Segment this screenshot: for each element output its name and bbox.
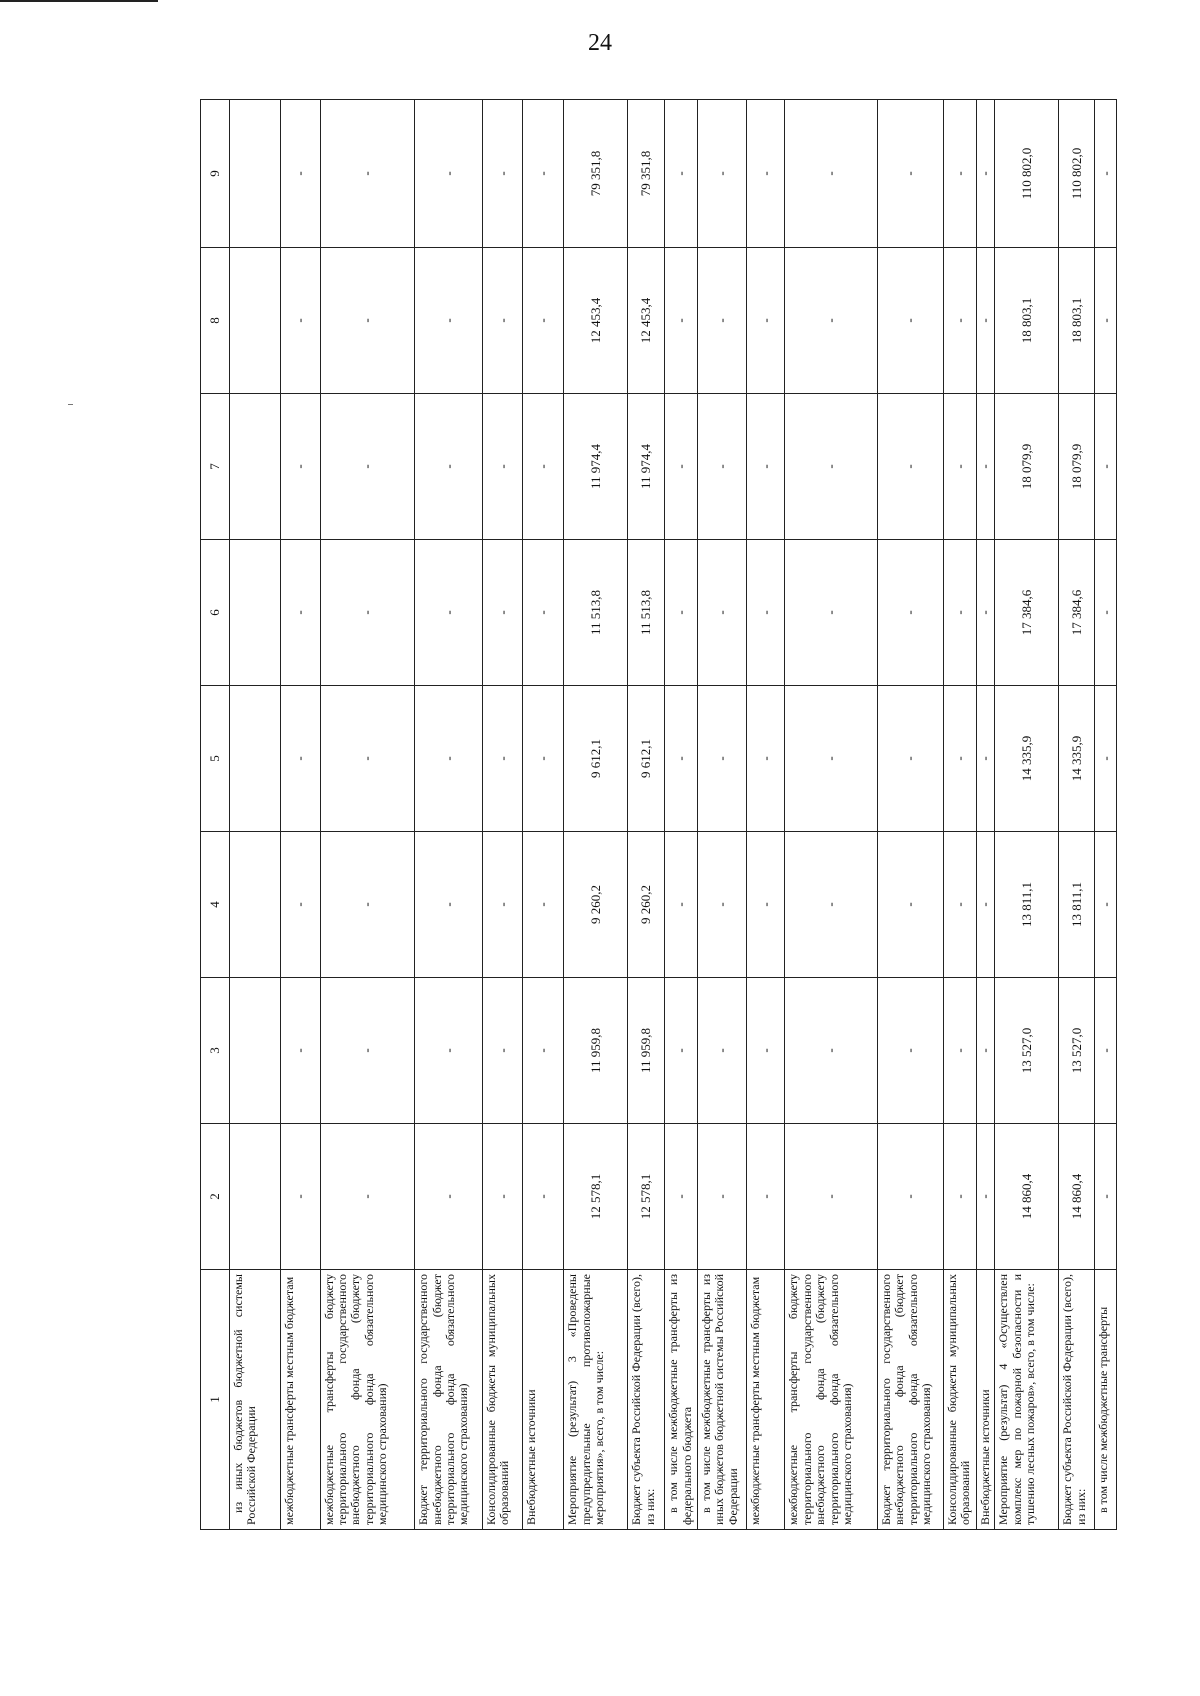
- row-label: Бюджет территориального государственного внебюджетного фонда (бюджет территориального фонда обязательного медицинского страхования): [415, 1270, 483, 1530]
- value-cell: -: [877, 100, 943, 248]
- column-header-8: 8: [201, 248, 230, 394]
- value-cell: -: [877, 394, 943, 540]
- value-cell: 18 079,9: [1059, 394, 1095, 540]
- table-body: [230, 100, 1117, 1530]
- value-cell: 110 802,0: [1059, 100, 1095, 248]
- value-cell: -: [1095, 540, 1117, 686]
- column-header-4: 4: [201, 832, 230, 978]
- value-cell: -: [785, 100, 878, 248]
- value-cell: 13 811,1: [995, 832, 1059, 978]
- value-cell: -: [1095, 978, 1117, 1124]
- value-cell: -: [697, 540, 746, 686]
- value-cell: -: [697, 686, 746, 832]
- row-label: межбюджетные трансферты бюджету территориального государственного внебюджетного фонда (бюджету территориального фонда обязательного медицинского страхования): [785, 1270, 878, 1530]
- value-cell: -: [281, 832, 320, 978]
- value-cell: -: [877, 248, 943, 394]
- value-cell: -: [281, 1124, 320, 1270]
- value-cell: -: [747, 394, 785, 540]
- value-cell: -: [976, 978, 995, 1124]
- value-cell: -: [665, 978, 698, 1124]
- column-header-7: 7: [201, 394, 230, 540]
- value-cell: -: [415, 394, 483, 540]
- value-cell: -: [665, 832, 698, 978]
- value-cell: -: [747, 1124, 785, 1270]
- value-cell: 11 513,8: [564, 540, 628, 686]
- value-cell: -: [523, 686, 564, 832]
- value-cell: -: [1095, 686, 1117, 832]
- table-row: [523, 100, 564, 1530]
- value-cell: -: [483, 248, 523, 394]
- value-cell: -: [1095, 832, 1117, 978]
- value-cell: -: [697, 394, 746, 540]
- table-row: [1095, 100, 1117, 1530]
- value-cell: -: [785, 394, 878, 540]
- table-row: [943, 100, 976, 1530]
- row-label: в том числе межбюджетные трансферты из иных бюджетов бюджетной системы Российской Федерации: [697, 1270, 746, 1530]
- value-cell: -: [976, 686, 995, 832]
- value-cell: 11 959,8: [564, 978, 628, 1124]
- value-cell: -: [877, 1124, 943, 1270]
- value-cell: -: [785, 540, 878, 686]
- corner-rule: [0, 0, 158, 2]
- value-cell: -: [483, 540, 523, 686]
- value-cell: 12 453,4: [564, 248, 628, 394]
- value-cell: -: [697, 978, 746, 1124]
- value-cell: -: [415, 1124, 483, 1270]
- value-cell: -: [665, 540, 698, 686]
- value-cell: -: [415, 978, 483, 1124]
- value-cell: -: [320, 832, 415, 978]
- value-cell: -: [1095, 394, 1117, 540]
- budget-table: [200, 99, 1117, 1530]
- value-cell: 14 860,4: [1059, 1124, 1095, 1270]
- value-cell: -: [785, 686, 878, 832]
- value-cell: 79 351,8: [628, 100, 665, 248]
- value-cell: -: [415, 248, 483, 394]
- value-cell: -: [281, 978, 320, 1124]
- column-header-1: 1: [201, 1270, 230, 1530]
- row-label: в том числе межбюджетные трансферты: [1095, 1270, 1117, 1530]
- value-cell: 12 578,1: [628, 1124, 665, 1270]
- value-cell: -: [665, 686, 698, 832]
- value-cell: -: [976, 540, 995, 686]
- value-cell: -: [976, 1124, 995, 1270]
- value-cell: 17 384,6: [995, 540, 1059, 686]
- value-cell: 9 260,2: [628, 832, 665, 978]
- value-cell: -: [1095, 1124, 1117, 1270]
- value-cell: 9 612,1: [564, 686, 628, 832]
- table-row: [976, 100, 995, 1530]
- value-cell: -: [747, 978, 785, 1124]
- value-cell: 12 453,4: [628, 248, 665, 394]
- value-cell: 9 612,1: [628, 686, 665, 832]
- value-cell: 13 527,0: [1059, 978, 1095, 1124]
- value-cell: 11 974,4: [628, 394, 665, 540]
- value-cell: -: [785, 832, 878, 978]
- value-cell: -: [665, 248, 698, 394]
- value-cell: -: [320, 100, 415, 248]
- table-row: [483, 100, 523, 1530]
- value-cell: [230, 248, 281, 394]
- value-cell: [230, 1124, 281, 1270]
- value-cell: -: [877, 540, 943, 686]
- value-cell: 14 860,4: [995, 1124, 1059, 1270]
- value-cell: -: [281, 540, 320, 686]
- value-cell: -: [320, 978, 415, 1124]
- table-row: [281, 100, 320, 1530]
- table-row: [665, 100, 698, 1530]
- table-row: [1059, 100, 1095, 1530]
- value-cell: 13 811,1: [1059, 832, 1095, 978]
- value-cell: -: [943, 686, 976, 832]
- value-cell: -: [697, 248, 746, 394]
- row-label: в том числе межбюджетные трансферты из федерального бюджета: [665, 1270, 698, 1530]
- value-cell: -: [483, 978, 523, 1124]
- value-cell: -: [483, 394, 523, 540]
- value-cell: -: [320, 248, 415, 394]
- table-row: [747, 100, 785, 1530]
- value-cell: 18 803,1: [995, 248, 1059, 394]
- value-cell: -: [747, 248, 785, 394]
- value-cell: 18 803,1: [1059, 248, 1095, 394]
- value-cell: 17 384,6: [1059, 540, 1095, 686]
- value-cell: 12 578,1: [564, 1124, 628, 1270]
- value-cell: -: [415, 540, 483, 686]
- value-cell: -: [523, 832, 564, 978]
- value-cell: -: [877, 832, 943, 978]
- value-cell: -: [785, 978, 878, 1124]
- value-cell: 11 513,8: [628, 540, 665, 686]
- value-cell: -: [665, 394, 698, 540]
- value-cell: -: [976, 100, 995, 248]
- value-cell: 9 260,2: [564, 832, 628, 978]
- value-cell: -: [943, 100, 976, 248]
- value-cell: [230, 686, 281, 832]
- value-cell: -: [943, 978, 976, 1124]
- value-cell: -: [415, 686, 483, 832]
- column-header-5: 5: [201, 686, 230, 832]
- table-row: [785, 100, 878, 1530]
- page-number: 24: [588, 30, 612, 56]
- row-label: Консолидированные бюджеты муниципальных образований: [943, 1270, 976, 1530]
- value-cell: -: [665, 100, 698, 248]
- value-cell: -: [281, 100, 320, 248]
- value-cell: -: [785, 248, 878, 394]
- value-cell: -: [697, 832, 746, 978]
- value-cell: 11 959,8: [628, 978, 665, 1124]
- value-cell: -: [523, 100, 564, 248]
- row-label: Мероприятие (результат) 3 «Проведены предупредительные противопожарные мероприятия», всего, в том числе:: [564, 1270, 628, 1530]
- table-row: [415, 100, 483, 1530]
- value-cell: 11 974,4: [564, 394, 628, 540]
- value-cell: -: [483, 1124, 523, 1270]
- value-cell: -: [785, 1124, 878, 1270]
- value-cell: -: [320, 540, 415, 686]
- value-cell: -: [943, 540, 976, 686]
- value-cell: -: [747, 832, 785, 978]
- value-cell: -: [523, 1124, 564, 1270]
- value-cell: -: [665, 1124, 698, 1270]
- value-cell: 110 802,0: [995, 100, 1059, 248]
- value-cell: 18 079,9: [995, 394, 1059, 540]
- row-label: Бюджет субъекта Российской Федерации (всего), из них:: [628, 1270, 665, 1530]
- column-header-9: 9: [201, 100, 230, 248]
- value-cell: -: [320, 1124, 415, 1270]
- row-label: Бюджет территориального государственного внебюджетного фонда (бюджет территориального фонда обязательного медицинского страхования): [877, 1270, 943, 1530]
- value-cell: -: [877, 686, 943, 832]
- table-row: [995, 100, 1059, 1530]
- value-cell: -: [1095, 100, 1117, 248]
- value-cell: 79 351,8: [564, 100, 628, 248]
- value-cell: -: [943, 1124, 976, 1270]
- row-label: из иных бюджетов бюджетной системы Российской Федерации: [230, 1270, 281, 1530]
- value-cell: -: [747, 686, 785, 832]
- value-cell: -: [281, 394, 320, 540]
- value-cell: [230, 394, 281, 540]
- value-cell: -: [483, 832, 523, 978]
- row-label: Мероприятие (результат) 4 «Осуществлен комплекс мер по пожарной безопасности и тушению лесных пожаров», всего, в том числе:: [995, 1270, 1059, 1530]
- value-cell: -: [697, 100, 746, 248]
- value-cell: [230, 540, 281, 686]
- row-label: межбюджетные трансферты бюджету территориального государственного внебюджетного фонда (бюджету территориального фонда обязательного медицинского страхования): [320, 1270, 415, 1530]
- value-cell: [230, 100, 281, 248]
- table-row: [877, 100, 943, 1530]
- value-cell: -: [747, 100, 785, 248]
- value-cell: -: [415, 832, 483, 978]
- column-header-2: 2: [201, 1124, 230, 1270]
- scan-speck: [68, 404, 73, 405]
- table-row: [564, 100, 628, 1530]
- value-cell: -: [320, 686, 415, 832]
- column-header-6: 6: [201, 540, 230, 686]
- row-label: межбюджетные трансферты местным бюджетам: [747, 1270, 785, 1530]
- value-cell: -: [320, 394, 415, 540]
- table-row: [230, 100, 281, 1530]
- value-cell: 14 335,9: [1059, 686, 1095, 832]
- value-cell: 14 335,9: [995, 686, 1059, 832]
- value-cell: -: [697, 1124, 746, 1270]
- value-cell: 13 527,0: [995, 978, 1059, 1124]
- value-cell: -: [943, 248, 976, 394]
- value-cell: -: [523, 978, 564, 1124]
- row-label: Внебюджетные источники: [976, 1270, 995, 1530]
- row-label: Бюджет субъекта Российской Федерации (всего), из них:: [1059, 1270, 1095, 1530]
- value-cell: -: [747, 540, 785, 686]
- row-label: межбюджетные трансферты местным бюджетам: [281, 1270, 320, 1530]
- value-cell: -: [1095, 248, 1117, 394]
- value-cell: -: [483, 686, 523, 832]
- column-header-3: 3: [201, 978, 230, 1124]
- value-cell: -: [281, 248, 320, 394]
- value-cell: -: [523, 394, 564, 540]
- value-cell: -: [415, 100, 483, 248]
- table-row: [697, 100, 746, 1530]
- value-cell: -: [523, 248, 564, 394]
- header-row: [201, 100, 230, 1530]
- value-cell: -: [943, 394, 976, 540]
- value-cell: -: [943, 832, 976, 978]
- row-label: Консолидированные бюджеты муниципальных образований: [483, 1270, 523, 1530]
- value-cell: -: [976, 832, 995, 978]
- table-row: [320, 100, 415, 1530]
- row-label: Внебюджетные источники: [523, 1270, 564, 1530]
- value-cell: -: [523, 540, 564, 686]
- table-row: [628, 100, 665, 1530]
- value-cell: -: [877, 978, 943, 1124]
- rotated-table-wrapper: [200, 100, 1117, 1530]
- value-cell: -: [976, 394, 995, 540]
- value-cell: -: [976, 248, 995, 394]
- value-cell: -: [281, 686, 320, 832]
- value-cell: -: [483, 100, 523, 248]
- value-cell: [230, 832, 281, 978]
- value-cell: [230, 978, 281, 1124]
